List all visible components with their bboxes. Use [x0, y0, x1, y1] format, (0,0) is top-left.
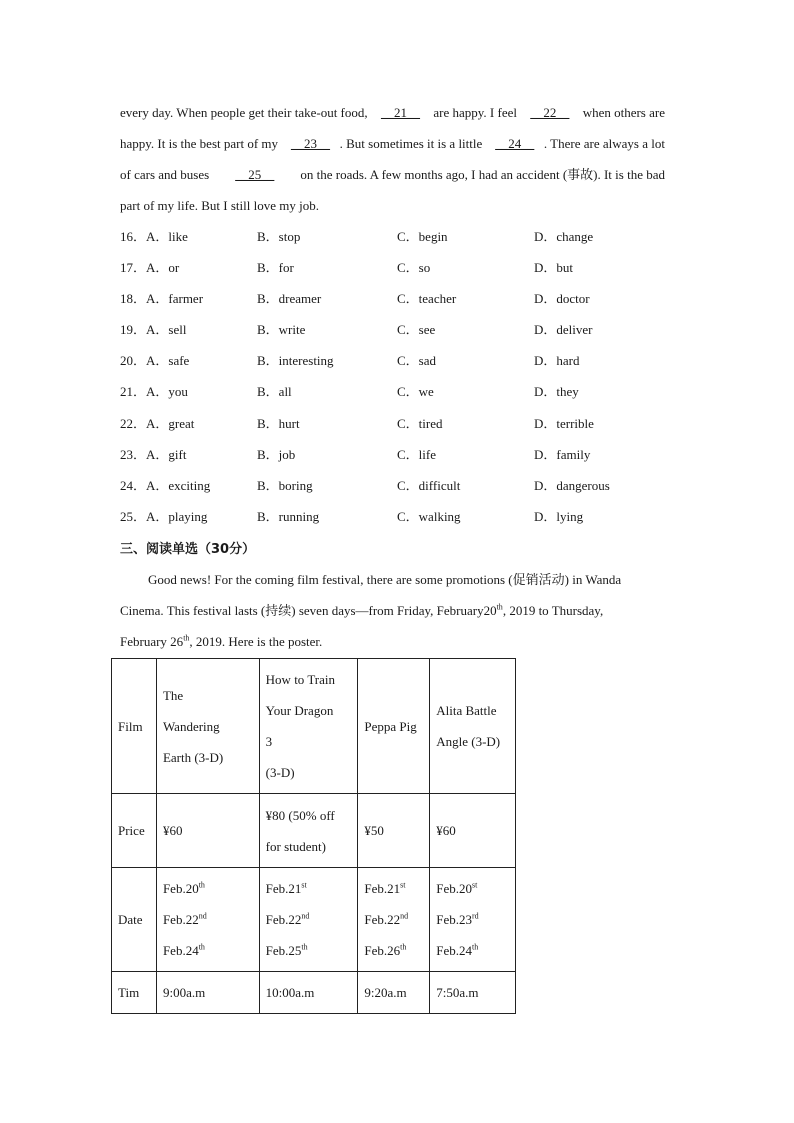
ordinal-suffix: th — [496, 602, 503, 612]
option-c: C．we — [397, 384, 434, 399]
ordinal-suffix: nd — [400, 911, 409, 921]
ordinal-suffix: th — [471, 942, 479, 952]
option-b: B．hurt — [257, 416, 300, 431]
passage-text: of cars and buses — [120, 167, 213, 182]
price-line: ¥60 — [162, 823, 183, 838]
option-c: C．so — [397, 260, 431, 275]
time-cell: 9:20a.m — [358, 972, 430, 1014]
ordinal-suffix: th — [400, 942, 407, 952]
intro-line-1: Good news! For the coming film festival, there are some promotions (促销活动) in Wanda — [148, 572, 622, 587]
price-cell — [259, 794, 358, 868]
passage-text: . But sometimes it is a little — [339, 136, 486, 151]
price-cell — [156, 794, 259, 868]
ordinal-suffix: nd — [198, 911, 207, 921]
option-a: 21．A．you — [120, 384, 188, 399]
date-line — [163, 935, 253, 966]
date-text: Feb.24 — [162, 943, 199, 958]
row-label-price: Price — [112, 794, 157, 868]
date-line — [364, 935, 423, 966]
intro-line-2 — [120, 601, 603, 621]
intro-text: , 2019 to Thursday, — [502, 603, 604, 618]
film-name-line: (3-D) — [265, 765, 295, 780]
date-line — [163, 904, 253, 935]
option-a: 17．A．or — [120, 260, 180, 275]
film-name-line: Wandering — [162, 718, 220, 734]
film-name — [430, 659, 516, 794]
film-name-line: Angle (3-D) — [436, 734, 501, 749]
passage-line-1 — [120, 103, 665, 123]
price-line: ¥80 (50% off — [265, 807, 335, 823]
price-line: ¥50 — [364, 823, 384, 838]
date-line — [436, 873, 509, 904]
option-c: C．teacher — [397, 291, 457, 306]
intro-text: Cinema. This festival lasts (持续) seven days—from Friday, February20 — [120, 603, 497, 618]
option-c: C．tired — [397, 416, 443, 431]
date-text: Feb.26 — [364, 943, 401, 958]
date-text: Feb.20 — [162, 881, 199, 896]
film-name-line: Earth (3-D) — [162, 749, 224, 765]
option-b: B．all — [257, 384, 292, 399]
option-d: D．but — [534, 260, 574, 275]
option-c: C．walking — [397, 509, 461, 524]
date-cell — [358, 868, 430, 972]
ordinal-suffix: th — [198, 942, 205, 952]
date-row — [112, 868, 516, 972]
date-line — [436, 904, 509, 935]
option-c: C．sad — [397, 353, 437, 368]
film-name-line: Alita Battle — [436, 703, 497, 718]
option-a: 25．A．playing — [120, 509, 208, 524]
question-row — [120, 445, 680, 465]
question-row — [120, 258, 680, 278]
film-name-line: 3 — [265, 734, 273, 749]
row-label-date: Date — [112, 868, 157, 972]
blank-24: __24__ — [495, 136, 535, 151]
date-text: Feb.25 — [265, 943, 302, 958]
option-c: C．difficult — [397, 478, 461, 493]
passage-text: are happy. I feel — [430, 105, 521, 120]
date-cell — [156, 868, 259, 972]
question-row — [120, 476, 680, 496]
option-d: D．doctor — [534, 291, 590, 306]
passage-text: on the roads. A few months ago, I had an accident (事故). It is the bad — [297, 167, 665, 182]
time-cell: 9:00a.m — [156, 972, 259, 1014]
option-b: B．stop — [257, 229, 301, 244]
option-c: C．begin — [397, 229, 448, 244]
date-text: Feb.21 — [265, 881, 302, 896]
date-line — [436, 935, 509, 966]
intro-line-3 — [120, 632, 322, 652]
time-cell: 7:50a.m — [430, 972, 516, 1014]
ordinal-suffix: th — [301, 942, 308, 952]
option-b: B．running — [257, 509, 320, 524]
question-row — [120, 289, 680, 309]
option-d: D．lying — [534, 509, 584, 524]
question-row — [120, 382, 680, 402]
price-line: for student) — [265, 838, 326, 854]
date-text: Feb.22 — [265, 912, 302, 927]
option-d: D．deliver — [534, 322, 593, 337]
ordinal-suffix: st — [471, 880, 478, 890]
film-name — [259, 659, 358, 794]
film-name-line: The — [162, 687, 184, 703]
option-d: D．change — [534, 229, 594, 244]
question-row — [120, 320, 680, 340]
ordinal-suffix: th — [198, 880, 205, 890]
date-text: Feb.24 — [436, 943, 472, 958]
date-text: Feb.21 — [364, 881, 401, 896]
option-b: B．write — [257, 322, 306, 337]
option-a: 20．A．safe — [120, 353, 190, 368]
date-line — [163, 873, 253, 904]
ordinal-suffix: st — [400, 880, 406, 890]
option-a: 23．A．gift — [120, 447, 187, 462]
price-line: ¥60 — [436, 823, 456, 838]
ordinal-suffix: nd — [301, 911, 310, 921]
section-title: 三、阅读单选（30分） — [120, 542, 256, 557]
question-row — [120, 414, 680, 434]
row-label-time: Tim — [112, 972, 157, 1014]
option-a: 16．A．like — [120, 229, 188, 244]
date-text: Feb.20 — [436, 881, 472, 896]
passage-text: every day. When people get their take-out food, — [120, 105, 371, 120]
film-name — [358, 659, 430, 794]
option-c: C．life — [397, 447, 436, 462]
question-row — [120, 351, 680, 371]
blank-23: __23__ — [290, 136, 330, 151]
option-d: D．terrible — [534, 416, 594, 431]
film-name-line: How to Train — [265, 672, 336, 687]
option-d: D．family — [534, 447, 591, 462]
passage-line-4 — [120, 196, 665, 216]
option-a: 22．A．great — [120, 416, 195, 431]
intro-text: February 26 — [120, 634, 184, 649]
question-row — [120, 507, 680, 527]
ordinal-suffix: rd — [471, 911, 479, 921]
intro-text: , 2019. Here is the poster. — [189, 634, 323, 649]
question-row — [120, 227, 680, 247]
blank-22: __22__ — [530, 105, 570, 120]
option-d: D．they — [534, 384, 579, 399]
price-cell — [430, 794, 516, 868]
date-cell — [430, 868, 516, 972]
option-b: B．job — [257, 447, 296, 462]
price-row — [112, 794, 516, 868]
option-b: B．interesting — [257, 353, 334, 368]
blank-25: __25__ — [235, 167, 275, 182]
ordinal-suffix: st — [301, 880, 307, 890]
film-name-line: Your Dragon — [265, 703, 334, 718]
passage-text: part of my life. But I still love my job. — [120, 198, 319, 213]
option-d: D．dangerous — [534, 478, 610, 493]
option-a: 24．A．exciting — [120, 478, 211, 493]
date-text: Feb.23 — [436, 912, 472, 927]
passage-text: happy. It is the best part of my — [120, 136, 282, 151]
film-name — [156, 659, 259, 794]
price-cell — [358, 794, 430, 868]
film-row — [112, 659, 516, 794]
date-text: Feb.22 — [162, 912, 199, 927]
option-b: B．dreamer — [257, 291, 322, 306]
option-a: 18．A．farmer — [120, 291, 204, 306]
option-c: C．see — [397, 322, 436, 337]
option-b: B．for — [257, 260, 294, 275]
date-cell — [259, 868, 358, 972]
film-name-line: Peppa Pig — [364, 718, 417, 734]
option-d: D．hard — [534, 353, 580, 368]
row-label-film: Film — [112, 659, 157, 794]
date-line — [364, 904, 423, 935]
date-line — [364, 873, 423, 904]
passage-line-2 — [120, 134, 665, 154]
ordinal-suffix: th — [183, 633, 190, 643]
date-line — [266, 873, 352, 904]
time-cell: 10:00a.m — [259, 972, 358, 1014]
option-a: 19．A．sell — [120, 322, 187, 337]
time-row — [112, 972, 516, 1014]
passage-text: when others are — [579, 105, 665, 120]
film-poster-table — [111, 658, 516, 1014]
date-line — [266, 935, 352, 966]
date-text: Feb.22 — [364, 912, 401, 927]
passage-line-3 — [120, 165, 665, 185]
date-line — [266, 904, 352, 935]
blank-21: __21__ — [381, 105, 420, 120]
passage-text: . There are always a lot — [543, 136, 665, 151]
option-b: B．boring — [257, 478, 313, 493]
